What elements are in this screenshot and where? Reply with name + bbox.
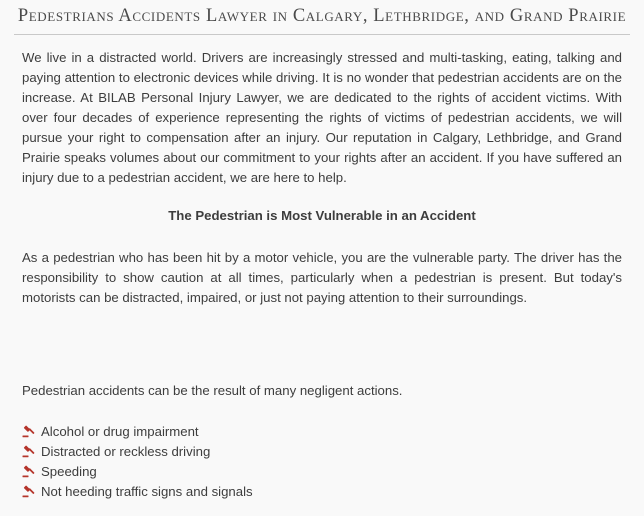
intro-paragraph: We live in a distracted world. Drivers are increasingly stressed and multi-tasking, eating, talking and paying attention to electronic devices while driving. It is no wonder that pedestrian accidents are on the increase. At BILAB Personal Injury Lawyer, we are dedicated to the rights of accident victims. With over four decades of experience representing the rights of victims of pedestrian accidents, we will pursue your right to compensation after an injury. Our reputation in Calgary, Lethbridge, and Grand Prairie speaks volumes about our commitment to your rights after an accident. If you have suffered an injury due to a pedestrian accident, we are here to help. (22, 50, 622, 185)
list-item-label: Not heeding traffic signs and signals (41, 483, 253, 499)
list-item-label: Speeding (41, 463, 97, 479)
vulnerable-paragraph: As a pedestrian who has been hit by a motor vehicle, you are the vulnerable party. The driver has the responsibility to show caution at all times, particularly when a pedestrian is present. But today's motorists can be distracted, impaired, or just not paying attention to their surroundings. (22, 250, 622, 305)
title-divider (14, 34, 630, 35)
list-item-label: Alcohol or drug impairment (41, 423, 199, 439)
page-title: Pedestrians Accidents Lawyer in Calgary, Lethbridge, and Grand Prairie (17, 6, 627, 26)
gavel-icon (22, 464, 36, 478)
list-item (22, 461, 253, 481)
list-item (22, 481, 253, 501)
section-heading: The Pedestrian is Most Vulnerable in an Accident (168, 208, 476, 223)
list-item (22, 421, 253, 441)
gavel-icon (22, 444, 36, 458)
gavel-icon (22, 484, 36, 498)
list-item (22, 441, 253, 461)
causes-list (22, 421, 253, 501)
list-item-label: Distracted or reckless driving (41, 443, 211, 459)
gavel-icon (22, 424, 36, 438)
causes-intro: Pedestrian accidents can be the result of many negligent actions. (22, 383, 403, 398)
